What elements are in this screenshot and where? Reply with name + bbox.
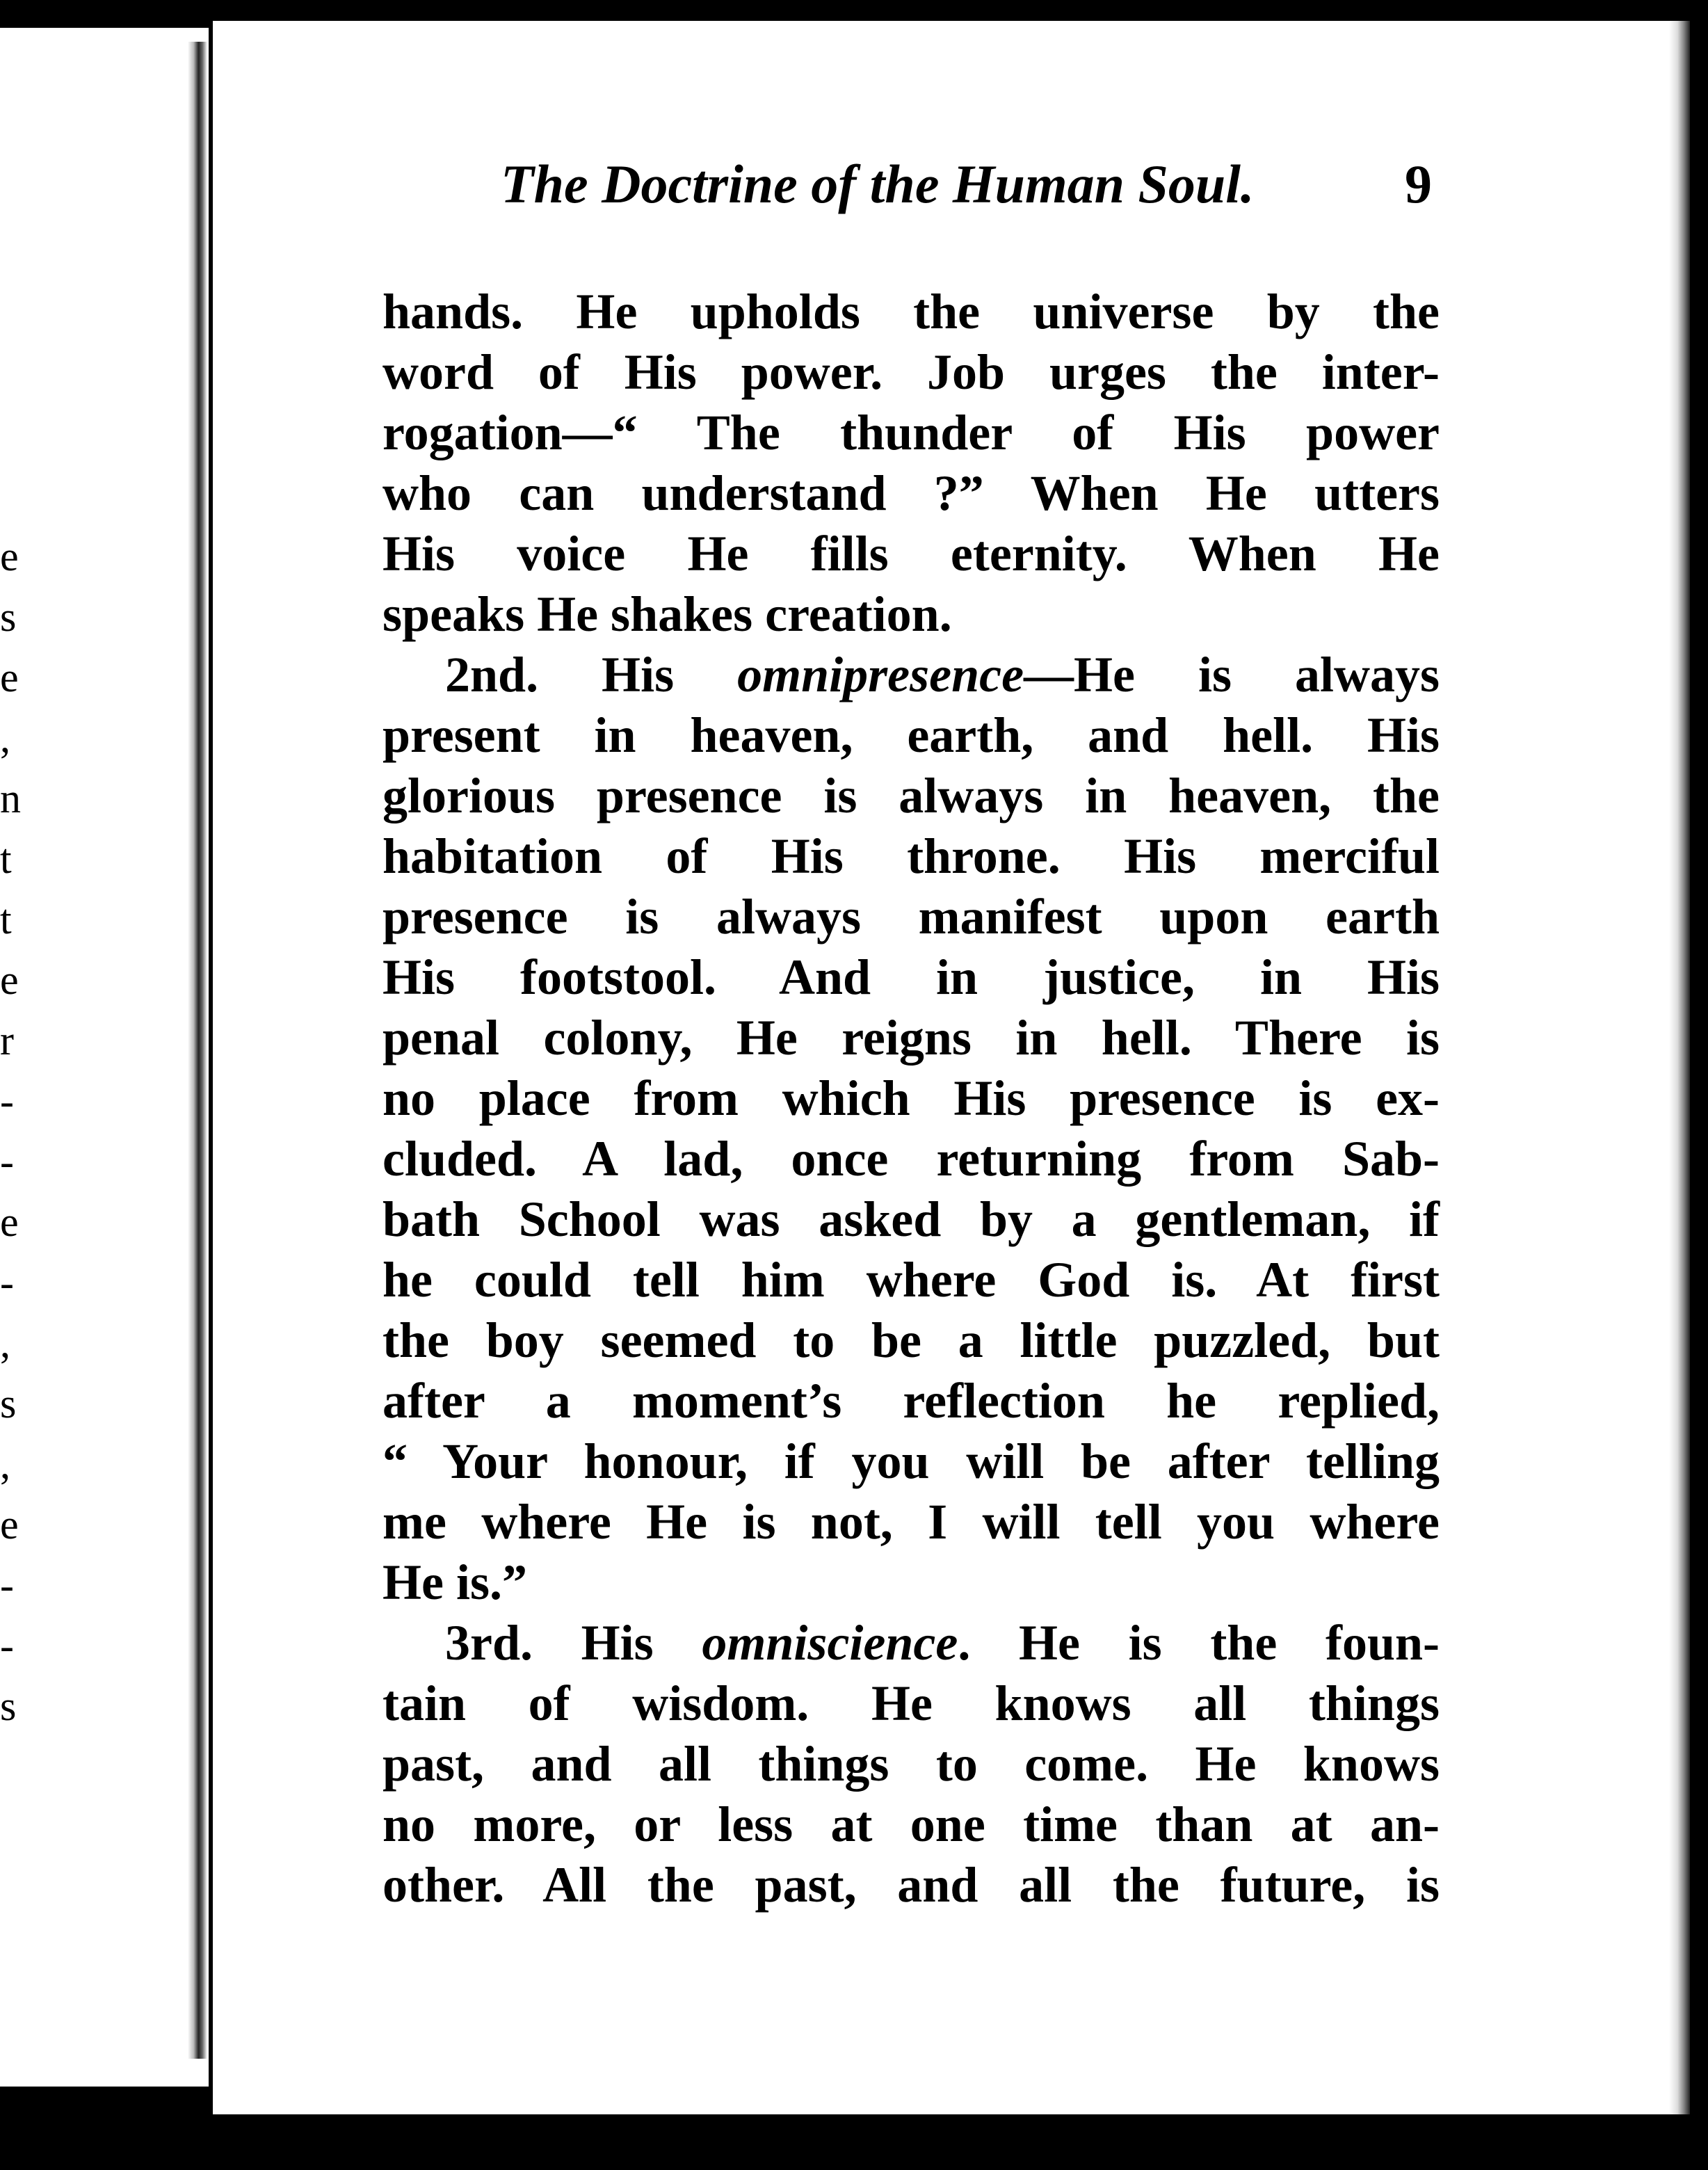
left-page-fragment: t xyxy=(0,897,12,942)
text-line: speaks He shakes creation. xyxy=(382,586,952,642)
text-line: bath School was asked by a gentleman, if xyxy=(382,1191,1440,1247)
left-page-binding-edge xyxy=(188,42,207,2059)
text-line: rogation—“ The thunder of His power xyxy=(382,405,1440,460)
text-line: me where He is not, I will tell you where xyxy=(382,1494,1440,1550)
left-page-fragment: , xyxy=(0,1441,10,1487)
text-line: he could tell him where God is. At first xyxy=(382,1252,1440,1308)
text-line: “ Your honour, if you will be after telling xyxy=(382,1433,1440,1489)
left-page-fragment: e xyxy=(0,957,19,1003)
left-page-fragment: - xyxy=(0,1562,14,1608)
right-page-edge xyxy=(1669,21,1690,2114)
left-page-fragment: , xyxy=(0,1320,10,1366)
text-line: who can understand ?” When He utters xyxy=(382,465,1440,521)
text-line: no more, or less at one time than at an- xyxy=(382,1797,1440,1852)
left-page-fragment: s xyxy=(0,1381,17,1426)
text-line: tain of wisdom. He knows all things xyxy=(382,1675,1440,1731)
left-page-fragment: - xyxy=(0,1260,14,1305)
left-page-fragment: t xyxy=(0,836,12,882)
left-page-fragment: n xyxy=(0,775,21,821)
left-page-fragment: , xyxy=(0,715,10,761)
left-page-fragment: r xyxy=(0,1018,14,1063)
text-line: habitation of His throne. His merciful xyxy=(382,828,1440,884)
text-line: cluded. A lad, once returning from Sab- xyxy=(382,1131,1440,1187)
text-line: past, and all things to come. He knows xyxy=(382,1736,1440,1792)
text-line: present in heaven, earth, and hell. His xyxy=(382,707,1440,763)
text-line: after a moment’s reflection he replied, xyxy=(382,1373,1440,1429)
text-line: His voice He fills eternity. When He xyxy=(382,526,1440,581)
body-text xyxy=(382,282,1440,1915)
paragraph-1 xyxy=(382,282,1440,645)
left-page-fragment: e xyxy=(0,654,19,700)
text-line: His footstool. And in justice, in His xyxy=(382,949,1440,1005)
lead-text: 2nd. His xyxy=(445,647,738,702)
page-number: 9 xyxy=(1405,154,1432,214)
text-line: hands. He upholds the universe by the xyxy=(382,284,1440,339)
left-page-fragment: - xyxy=(0,1139,14,1184)
text-line: glorious presence is always in heaven, the xyxy=(382,768,1440,823)
left-page-fragment: e xyxy=(0,1199,19,1245)
left-page-fragment: e xyxy=(0,1502,19,1548)
text-line: penal colony, He reigns in hell. There is xyxy=(382,1010,1440,1066)
paragraph-3 xyxy=(382,1613,1440,1915)
lead-text: 3rd. His xyxy=(445,1615,702,1671)
left-page-fragment: e xyxy=(0,533,19,579)
paragraph-lead-line xyxy=(382,645,1440,705)
text-line: the boy seemed to be a little puzzled, but xyxy=(382,1312,1440,1368)
paragraph-2 xyxy=(382,645,1440,1613)
left-page-fragment: - xyxy=(0,1078,14,1124)
text-line: no place from which His presence is ex- xyxy=(382,1070,1440,1126)
emphasized-term: omnipresence xyxy=(737,647,1024,702)
text-line: presence is always manifest upon earth xyxy=(382,889,1440,945)
left-facing-page xyxy=(0,28,209,2087)
lead-rest: . He is the foun- xyxy=(958,1615,1440,1671)
running-head: The Doctrine of the Human Soul. xyxy=(501,154,1255,214)
left-page-fragment: s xyxy=(0,1683,17,1729)
text-line: other. All the past, and all the future, is xyxy=(382,1857,1440,1913)
paragraph-lead-line xyxy=(382,1613,1440,1673)
text-line: word of His power. Job urges the inter- xyxy=(382,344,1440,400)
left-page-fragment: - xyxy=(0,1623,14,1669)
emphasized-term: omniscience xyxy=(702,1615,958,1671)
text-line: He is.” xyxy=(382,1554,527,1610)
left-page-fragment: s xyxy=(0,594,17,640)
lead-rest: —He is always xyxy=(1024,647,1440,702)
